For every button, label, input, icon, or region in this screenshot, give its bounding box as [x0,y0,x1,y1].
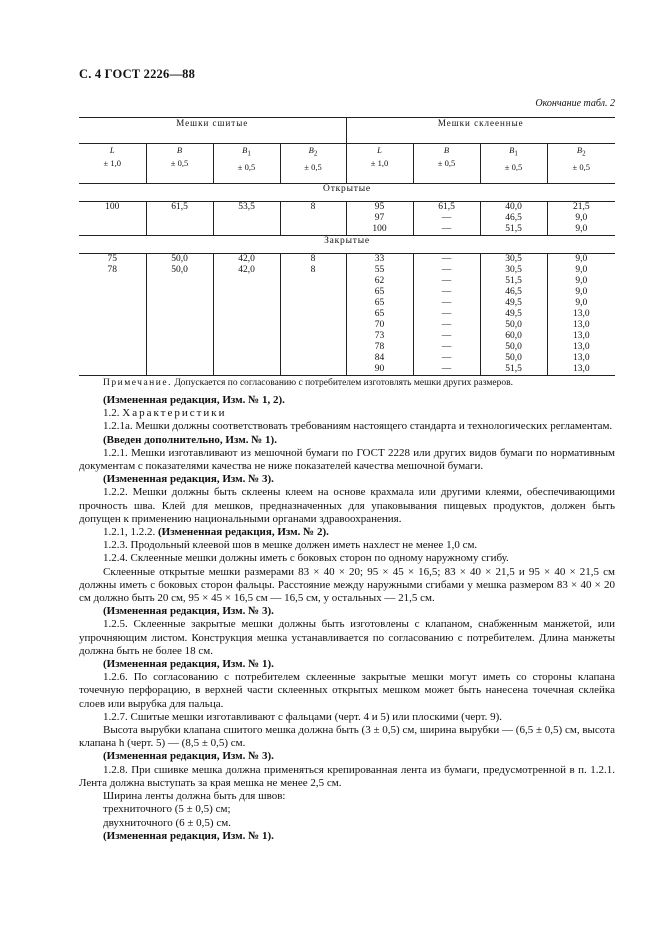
paragraph: Склеенные открытые мешки размерами 83 × 40 × 20; 95 × 45 × 16,5; 83 × 40 × 21,5 и 95 × 40 × 21,5 см должны иметь с боковых сторон фальцы. Расстояние между наружными сгибами у мешка размером 83 × 40 × 20 см должно быть 20 см, 95 × 45 × 16,5 см — 16,5 см, у остальных — 21,5 см. [79,565,615,605]
table-cell [281,213,346,224]
table-cell-column [213,254,280,376]
table-cell: 49,5 [505,298,522,308]
table-cell: — [441,276,452,286]
paragraph: 1.2.2. Мешки должны быть склеены клеем на основе крахмала или другими клеями, обеспечивающими прочность шва. Клей для мешков, предназначенных для упаковывания пищевых продуктов, должен быть допущен к применению национальными органами здравоохранения. [79,486,615,525]
table-cell [214,331,280,342]
section-open-label: Открытые [79,184,615,202]
column-header: $B_2$ ± 0,5 [280,144,346,184]
table-cell: 84 [374,353,385,363]
table-cell: — [441,331,452,341]
table-cell: 50,0 [171,265,188,275]
table-cell: 8 [310,254,316,264]
table-cell: 100 [105,202,120,212]
table-cell [214,276,280,287]
table-cell: 13,0 [572,342,590,352]
paragraph: (Измененная редакция, Изм. № 3). [103,473,274,486]
column-header: $B_2$ ± 0,5 [547,144,615,184]
table-cell: 50,0 [505,320,522,330]
table-cell: 9,0 [575,254,588,264]
table-cell: 65 [374,298,385,308]
table-cell [147,342,213,353]
table-cell: 30,5 [505,265,522,275]
table-cell [214,298,280,309]
paragraph: (Измененная редакция, Изм. № 3). [103,605,274,618]
column-header: $B_1$ ± 0,5 [480,144,547,184]
table-cell [281,364,346,375]
table-cell-column [480,202,547,236]
table-cell-column [79,254,146,376]
table-cell [79,342,146,353]
table-cell: 9,0 [575,298,588,308]
table-cell [214,287,280,298]
table-cell [281,320,346,331]
table-cell: — [441,298,452,308]
table-cell: — [441,265,452,275]
table-cell: 55 [374,265,385,275]
column-header: L ± 1,0 [79,144,146,184]
table-cell: 13,0 [572,309,590,319]
table-cell: 61,5 [171,202,188,212]
table-cell-column [346,254,413,376]
paragraph: Ширина ленты должна быть для швов: [103,790,286,803]
table-cell [79,309,146,320]
table-cell-column [346,202,413,236]
table-cell: 9,0 [575,265,588,275]
table-cell: — [441,287,452,297]
table-cell [281,353,346,364]
paragraph: (Измененная редакция, Изм. № 1, 2). [103,394,285,406]
table-cell [79,213,146,224]
table-cell [79,364,146,375]
table-cell: 50,0 [505,353,522,363]
page-header: С. 4 ГОСТ 2226—88 [79,67,196,81]
table-cell: 8 [310,265,316,275]
table-cell: 51,5 [505,224,522,234]
table-cell [147,364,213,375]
column-header: B ± 0,5 [413,144,480,184]
table-cell [281,309,346,320]
table-cell [79,287,146,298]
paragraph: (Измененная редакция, Изм. № 1). [103,658,274,671]
table-cell: 8 [310,202,316,212]
table-cell: 73 [374,331,385,341]
paragraph: 1.2.1а. Мешки должны соответствовать требованиям настоящего стандарта и технологических регламентам. [103,420,613,433]
table-cell [79,298,146,309]
table-cell [281,331,346,342]
table-cell [281,298,346,309]
table-cell [147,309,213,320]
table-cell: 9,0 [575,287,588,297]
table-cell: 50,0 [505,342,522,352]
paragraph: 1.2.1. Мешки изготавливают из мешочной бумаги по ГОСТ 2228 или других видов бумаги по нормативным документам с показателями качества не ниже показателей качества мешочной бумаги. [79,446,615,473]
table-cell: 97 [374,213,385,223]
paragraph: 1.2.4. Склеенные мешки должны иметь с боковых сторон по одному наружному сгибу. [103,552,509,565]
paragraph: Высота вырубки клапана сшитого мешка должна быть (3 ± 0,5) см, ширина вырубки — (6,5 ± 0,5) см, высота клапана h (черт. 5) — (8,5 ± 0,5) см. [79,724,615,750]
table-cell [147,276,213,287]
paragraph: 1.2. Характеристики [103,407,227,420]
table-cell [214,364,280,375]
table-cell: 40,0 [505,202,522,212]
note-text: Допускается по согласованию с потребителем изготовлять мешки других размеров. [174,378,513,388]
table-cell: 51,5 [505,276,522,286]
column-header: B ± 0,5 [146,144,213,184]
table-cell-column [146,254,213,376]
table-cell: 33 [374,254,385,264]
table-cell: — [441,309,452,319]
table-cell: — [441,353,452,363]
table-cell: 78 [374,342,385,352]
table-cell: 60,0 [505,331,522,341]
table-continuation-label: Окончание табл. 2 [535,98,615,109]
table-cell: 90 [374,364,385,374]
table-cell [147,298,213,309]
table-cell: 50,0 [171,254,188,264]
table-cell [281,287,346,298]
table-cell-column [79,202,146,236]
table-cell: — [441,254,452,264]
table-cell [214,342,280,353]
column-header: L ± 1,0 [346,144,413,184]
group-header-sewn: Мешки сшитые [79,118,346,144]
note-label: Примечание. [103,378,172,388]
table-cell: 13,0 [572,331,590,341]
table-cell: — [441,342,452,352]
table-cell: 49,5 [505,309,522,319]
dimensions-table [79,117,615,376]
table-cell [214,353,280,364]
paragraph: 1.2.1, 1.2.2. (Измененная редакция, Изм. № 2). [103,526,329,539]
paragraph: (Введен дополнительно, Изм. № 1). [103,433,277,446]
table-cell: 78 [107,265,117,275]
table-cell [214,320,280,331]
table-cell: 75 [107,254,117,264]
table-cell-column [547,202,615,236]
table-cell-column [280,202,346,236]
table-cell: 13,0 [572,364,590,374]
paragraph: 1.2.5. Склеенные закрытые мешки должны быть изготовлены с клапаном, снабженным манжетой, или упрочняющим листом. Конструкция мешка устанавливается по согласованию с потребителем. Длина манжеты должна быть не более 18 см. [79,618,615,657]
table-cell [147,331,213,342]
table-cell: 13,0 [572,320,590,330]
table-cell [79,320,146,331]
table-cell: 9,0 [575,276,588,286]
paragraph: 1.2.7. Сшитые мешки изготавливают с фальцами (черт. 4 и 5) или плоскими (черт. 9). [103,710,502,723]
table-cell: 95 [374,202,385,212]
table-cell [147,213,213,224]
table-cell [281,276,346,287]
table-cell: 53,5 [238,202,255,212]
table-cell: 100 [372,224,387,234]
table-cell [214,224,280,235]
table-cell: 51,5 [505,364,522,374]
table-cell [147,224,213,235]
table-cell [281,342,346,353]
table-cell: 62 [374,276,385,286]
table-cell [79,276,146,287]
table-cell-column [413,202,480,236]
document-body [79,394,615,843]
table-cell: 9,0 [575,224,588,234]
table-cell: 70 [374,320,385,330]
table-cell [147,320,213,331]
paragraph: (Измененная редакция, Изм. № 1). [103,829,274,842]
table-cell: 21,5 [572,202,590,212]
group-header-glued: Мешки склеенные [346,118,615,144]
table-cell-column [547,254,615,376]
table-cell: — [441,364,452,374]
table-cell: — [441,213,452,223]
table-cell [214,309,280,320]
table-cell: 61,5 [438,202,455,212]
table-cell: 9,0 [575,213,588,223]
table-cell-column [146,202,213,236]
table-cell: 42,0 [238,254,255,264]
section-closed-label: Закрытые [79,236,615,254]
table-cell: 46,5 [505,213,522,223]
table-note [103,378,623,388]
paragraph: двухниточного (6 ± 0,5) см. [103,816,231,829]
table-cell: — [441,320,452,330]
table-cell: — [441,224,452,234]
table-cell [147,353,213,364]
table-cell [281,224,346,235]
table-cell: 46,5 [505,287,522,297]
table-cell-column [413,254,480,376]
table-cell [79,224,146,235]
paragraph: 1.2.3. Продольный клеевой шов в мешке должен иметь нахлест не менее 1,0 см. [103,539,478,552]
table-cell-column [480,254,547,376]
paragraph: трехниточного (5 ± 0,5) см; [103,803,231,816]
table-cell: 13,0 [572,353,590,363]
table-cell [79,331,146,342]
paragraph: 1.2.6. По согласованию с потребителем склеенные закрытые мешки могут иметь со стороны клапана точечную перфорацию, в верхней части склеенных открытых мешком может быть нанесена точечная склейка слоев или вырубка для пальца. [79,671,615,710]
table-cell [79,353,146,364]
table-cell-column [213,202,280,236]
table-cell [147,287,213,298]
column-header: $B_1$ ± 0,5 [213,144,280,184]
table-cell-column [280,254,346,376]
table-cell: 65 [374,287,385,297]
table-cell: 65 [374,309,385,319]
paragraph: (Измененная редакция, Изм. № 3). [103,750,274,763]
table-cell: 30,5 [505,254,522,264]
table-cell [214,213,280,224]
paragraph: 1.2.8. При сшивке мешка должна применяться крепированная лента из бумаги, предусмотренной в п. 1.2.1. Лента должна выступать за края мешка не менее 2,5 см. [79,763,615,789]
table-cell: 42,0 [238,265,255,275]
